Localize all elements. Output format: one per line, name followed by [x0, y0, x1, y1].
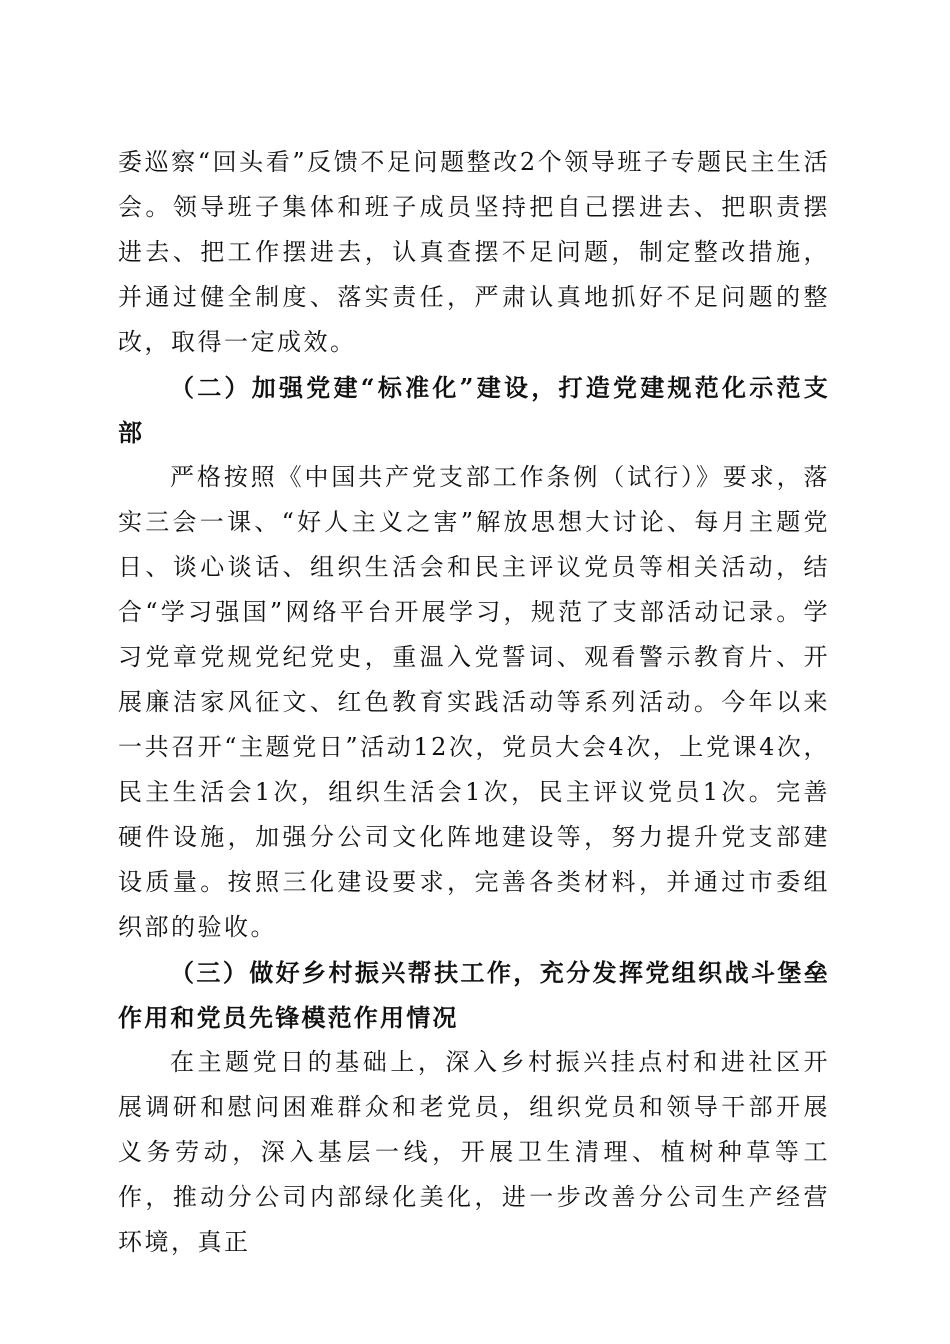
body-paragraph: 委巡察“回头看”反馈不足问题整改2个领导班子专题民主生活会。领导班子集体和班子成员坚持把自己摆进去、把职责摆进去、把工作摆进去，认真查摆不足问题，制定整改措施，并通过健全制度、落实责任，严肃认真地抓好不足问题的整改，取得一定成效。 [118, 148, 830, 356]
section-heading: （二）加强党建“标准化”建设，打造党建规范化示范支部 [118, 373, 830, 447]
document-body [118, 140, 830, 1265]
section-heading: （三）做好乡村振兴帮扶工作，充分发挥党组织战斗堡垒作用和党员先锋模范作用情况 [118, 958, 830, 1032]
body-paragraph: 严格按照《中国共产党支部工作条例（试行）》要求，落实三会一课、“好人主义之害”解放思想大讨论、每月主题党日、谈心谈话、组织生活会和民主评议党员等相关活动，结合“学习强国”网络平台开展学习，规范了支部活动记录。学习党章党规党纪党史，重温入党誓词、观看警示教育片、开展廉洁家风征文、红色教育实践活动等系列活动。今年以来一共召开“主题党日”活动12次，党员大会4次，上党课4次，民主生活会1次，组织生活会1次，民主评议党员1次。完善硬件设施，加强分公司文化阵地建设等，努力提升党支部建设质量。按照三化建设要求，完善各类材料，并通过市委组织部的验收。 [118, 463, 830, 941]
body-paragraph: 在主题党日的基础上，深入乡村振兴挂点村和进社区开展调研和慰问困难群众和老党员，组织党员和领导干部开展义务劳动，深入基层一线，开展卫生清理、植树种草等工作，推动分公司内部绿化美化，进一步改善分公司生产经营环境，真正 [118, 1048, 830, 1256]
